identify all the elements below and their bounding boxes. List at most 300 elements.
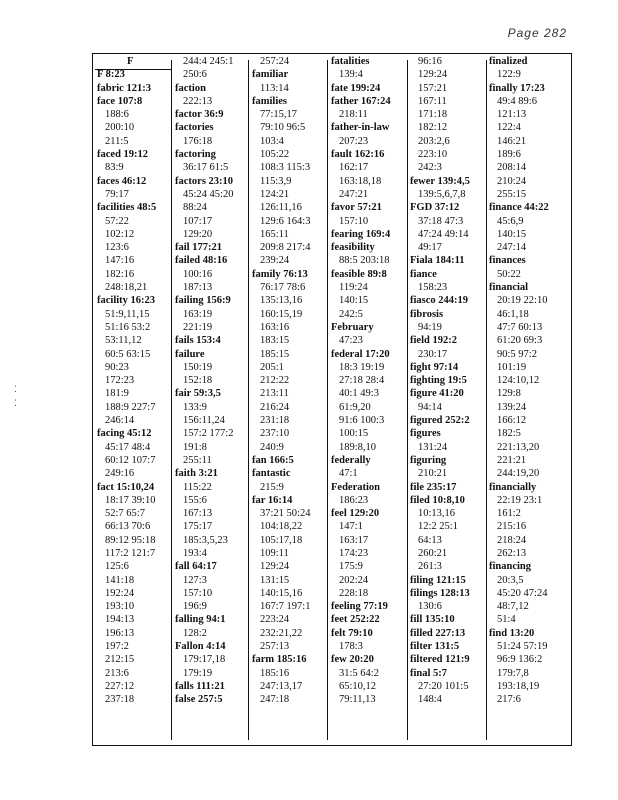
page-reference: 246:14 xyxy=(105,415,135,427)
page-reference: 91:6 100:3 xyxy=(339,415,385,427)
page-reference: 94:14 xyxy=(418,401,442,413)
page-reference: 185:16 xyxy=(260,667,290,679)
index-term: feeling 77:19 xyxy=(331,601,388,613)
index-term: felt 79:10 xyxy=(331,627,373,639)
page-reference: 212:15 xyxy=(105,654,135,666)
page-reference: 64:13 xyxy=(418,534,442,546)
page-reference: 223:24 xyxy=(260,614,290,626)
index-column-1 xyxy=(97,55,169,736)
page-reference: 115:22 xyxy=(183,481,212,493)
index-term: fewer 139:4,5 xyxy=(410,175,470,187)
page-reference: 217:6 xyxy=(497,694,521,706)
page-reference: 101:19 xyxy=(497,361,527,373)
page-reference: 232:21,22 xyxy=(260,627,303,639)
page-reference: 47:24 49:14 xyxy=(418,228,469,240)
scan-speck: ⁚ xyxy=(14,384,17,394)
page-reference: 140:15 xyxy=(339,295,369,307)
page-reference: 51:4 xyxy=(497,614,516,626)
page-reference: 244:19,20 xyxy=(497,468,540,480)
index-term: fill 135:10 xyxy=(410,614,455,626)
index-term: familiar xyxy=(252,69,289,81)
page-reference: 196:13 xyxy=(105,627,135,639)
page-reference: 240:9 xyxy=(260,441,284,453)
page-reference: 48:7,12 xyxy=(497,601,529,613)
page-reference: 178:3 xyxy=(339,641,363,653)
page-reference: 146:21 xyxy=(497,135,527,147)
index-term: farm 185:16 xyxy=(252,654,307,666)
page-reference: 119:24 xyxy=(339,282,368,294)
page-reference: 250:6 xyxy=(183,69,207,81)
index-term: finalized xyxy=(489,56,528,67)
page-reference: 188:9 227:7 xyxy=(105,401,156,413)
page-reference: 45:6,9 xyxy=(497,215,524,227)
index-term: fail 177:21 xyxy=(175,242,222,254)
page-reference: 12:2 25:1 xyxy=(418,521,458,533)
index-term: fall 64:17 xyxy=(175,561,217,573)
page-reference: 129:8 xyxy=(497,388,521,400)
index-term: factoring xyxy=(175,149,216,161)
page-reference: 157:21 xyxy=(418,82,448,94)
page-reference: 129:6 164:3 xyxy=(260,215,311,227)
page-reference: 88:24 xyxy=(183,202,207,214)
page-reference: 46:1,18 xyxy=(497,308,529,320)
index-term: facing 45:12 xyxy=(97,428,152,440)
page-reference: 10:13,16 xyxy=(418,508,456,520)
index-term: fails 153:4 xyxy=(175,335,221,347)
page-reference: 37:18 47:3 xyxy=(418,215,464,227)
page-reference: 202:24 xyxy=(339,574,369,586)
page-reference: 200:10 xyxy=(105,122,135,134)
page-reference: 211:5 xyxy=(105,135,129,147)
page-reference: 189:8,10 xyxy=(339,441,377,453)
index-term: financing xyxy=(489,561,532,573)
page-reference: 105:17,18 xyxy=(260,534,303,546)
page-reference: 186:23 xyxy=(339,494,369,506)
column-divider xyxy=(486,60,487,740)
index-term: federal 17:20 xyxy=(331,348,390,360)
page-reference: 125:6 xyxy=(105,561,129,573)
page-reference: 194:13 xyxy=(105,614,135,626)
page-reference: 88:5 203:18 xyxy=(339,255,390,267)
page-reference: 172:23 xyxy=(105,375,135,387)
page-reference: 216:24 xyxy=(260,401,290,413)
page-reference: 223:10 xyxy=(418,149,448,161)
page-reference: 65:10,12 xyxy=(339,680,377,692)
page-reference: 247:14 xyxy=(497,242,527,254)
index-term: final 5:7 xyxy=(410,667,448,679)
page-reference: 77:15,17 xyxy=(260,109,298,121)
page-reference: 129:24 xyxy=(418,69,448,81)
page-reference: 158:23 xyxy=(418,282,448,294)
page-reference: 45:24 45:20 xyxy=(183,188,234,200)
page-reference: 203:2,6 xyxy=(418,135,450,147)
index-term: faces 46:12 xyxy=(97,175,147,187)
index-term: families xyxy=(252,95,287,107)
page-reference: 255:11 xyxy=(183,454,212,466)
page-reference: 51:9,11,15 xyxy=(105,308,150,320)
page-reference: 179:19 xyxy=(183,667,213,679)
page-reference: 247:18 xyxy=(260,694,290,706)
page-reference: 218:24 xyxy=(497,534,527,546)
page-reference: 167:13 xyxy=(183,508,213,520)
index-term: favor 57:21 xyxy=(331,202,382,214)
page-reference: 103:4 xyxy=(260,135,284,147)
page-reference: 40:1 49:3 xyxy=(339,388,379,400)
index-term: facilities 48:5 xyxy=(97,202,157,214)
page-reference: 182:5 xyxy=(497,428,521,440)
page-reference: 192:24 xyxy=(105,587,135,599)
page-reference: 152:18 xyxy=(183,375,213,387)
index-term: father-in-law xyxy=(331,122,390,134)
page-reference: 100:15 xyxy=(339,428,369,440)
index-term: fiance xyxy=(410,268,437,280)
page-reference: 163:17 xyxy=(339,534,369,546)
page-reference: 193:4 xyxy=(183,547,207,559)
index-term: falling 94:1 xyxy=(175,614,226,626)
index-term: filing 121:15 xyxy=(410,574,466,586)
page-reference: 122:4 xyxy=(497,122,521,134)
page-reference: 242:5 xyxy=(339,308,363,320)
index-term: finance 44:22 xyxy=(489,202,549,214)
page-reference: 165:11 xyxy=(260,228,289,240)
index-term: F 8:23 xyxy=(97,69,125,81)
page-reference: 130:6 xyxy=(418,601,442,613)
index-term: Fiala 184:11 xyxy=(410,255,465,267)
index-term: far 16:14 xyxy=(252,494,293,506)
scan-speck: ⁚ xyxy=(14,398,17,408)
column-divider xyxy=(171,60,172,740)
page-reference: 222:13 xyxy=(183,95,213,107)
page-reference: 247:13,17 xyxy=(260,680,303,692)
index-term: fatalities xyxy=(331,56,370,67)
page-reference: 129:24 xyxy=(260,561,290,573)
index-column-5 xyxy=(410,55,485,736)
page-reference: 191:8 xyxy=(183,441,207,453)
page-reference: 260:21 xyxy=(418,547,448,559)
page-reference: 210:24 xyxy=(497,175,527,187)
index-term: field 192:2 xyxy=(410,335,457,347)
page-reference: 163:16 xyxy=(260,321,290,333)
page-reference: 133:9 xyxy=(183,401,207,413)
page-reference: 257:24 xyxy=(260,56,290,67)
page-reference: 37:21 50:24 xyxy=(260,508,311,520)
page-reference: 163:18,18 xyxy=(339,175,382,187)
page-reference: 185:15 xyxy=(260,348,290,360)
page-reference: 61:20 69:3 xyxy=(497,335,543,347)
page-reference: 237:10 xyxy=(260,428,290,440)
index-term: figuring xyxy=(410,454,447,466)
page-reference: 196:9 xyxy=(183,601,207,613)
page-reference: 244:4 245:1 xyxy=(183,56,234,67)
page-reference: 193:18,19 xyxy=(497,680,540,692)
page-reference: 79:11,13 xyxy=(339,694,376,706)
page-reference: 66:13 70:6 xyxy=(105,521,151,533)
column-divider xyxy=(407,60,408,740)
page-reference: 47:7 60:13 xyxy=(497,321,543,333)
page-number: Page 282 xyxy=(507,26,567,40)
page-reference: 124:10,12 xyxy=(497,375,540,387)
page-reference: 176:18 xyxy=(183,135,213,147)
index-term: failure xyxy=(175,348,205,360)
page-reference: 213:11 xyxy=(260,388,289,400)
page-reference: 160:15,19 xyxy=(260,308,303,320)
index-term: fate 199:24 xyxy=(331,82,381,94)
page-reference: 57:22 xyxy=(105,215,129,227)
page-reference: 237:18 xyxy=(105,694,135,706)
page-reference: 187:13 xyxy=(183,282,213,294)
index-term: FGD 37:12 xyxy=(410,202,460,214)
page-reference: 107:17 xyxy=(183,215,213,227)
page-reference: 179:7,8 xyxy=(497,667,529,679)
index-term: Federation xyxy=(331,481,380,493)
index-term: faced 19:12 xyxy=(97,149,149,161)
page-reference: 228:18 xyxy=(339,587,369,599)
page-reference: 102:12 xyxy=(105,228,135,240)
page-reference: 171:18 xyxy=(418,109,448,121)
page-reference: 148:4 xyxy=(418,694,442,706)
index-term: filings 128:13 xyxy=(410,587,470,599)
index-term: falls 111:21 xyxy=(175,680,225,692)
page-reference: 155:6 xyxy=(183,494,207,506)
page-reference: 188:6 xyxy=(105,109,129,121)
page-reference: 96:16 xyxy=(418,56,442,67)
page-reference: 230:17 xyxy=(418,348,448,360)
page-reference: 221:19 xyxy=(183,321,213,333)
index-term: federally xyxy=(331,454,371,466)
page-reference: 109:11 xyxy=(260,547,289,559)
page-reference: 129:20 xyxy=(183,228,213,240)
page-reference: 140:15,16 xyxy=(260,587,303,599)
page-reference: 261:3 xyxy=(418,561,442,573)
page-reference: 156:11,24 xyxy=(183,415,225,427)
index-term: find 13:20 xyxy=(489,627,535,639)
page-reference: 147:16 xyxy=(105,255,135,267)
column-divider xyxy=(327,60,328,740)
index-term: figure 41:20 xyxy=(410,388,464,400)
page-reference: 175:17 xyxy=(183,521,213,533)
page-reference: 31:5 64:2 xyxy=(339,667,379,679)
index-term: fantastic xyxy=(252,468,291,480)
page-reference: 53:11,12 xyxy=(105,335,142,347)
index-column-3 xyxy=(252,55,326,736)
page-reference: 90:5 97:2 xyxy=(497,348,537,360)
page-reference: 18:17 39:10 xyxy=(105,494,156,506)
index-term: financially xyxy=(489,481,537,493)
index-term: feel 129:20 xyxy=(331,508,380,520)
page-reference: 51:16 53:2 xyxy=(105,321,151,333)
page-reference: 193:10 xyxy=(105,601,135,613)
index-term: filled 227:13 xyxy=(410,627,466,639)
page-reference: 83:9 xyxy=(105,162,124,174)
page-reference: 124:21 xyxy=(260,188,290,200)
page-reference: 131:15 xyxy=(260,574,290,586)
page-reference: 139:24 xyxy=(497,401,527,413)
page-reference: 108:3 115:3 xyxy=(260,162,311,174)
page-reference: 20:3,5 xyxy=(497,574,524,586)
page-reference: 197:2 xyxy=(105,641,129,653)
page-reference: 239:24 xyxy=(260,255,290,267)
page-reference: 79:10 96:5 xyxy=(260,122,306,134)
index-term: feasible 89:8 xyxy=(331,268,387,280)
index-term: factor 36:9 xyxy=(175,109,224,121)
page-reference: 126:11,16 xyxy=(260,202,302,214)
page-reference: 51:24 57:19 xyxy=(497,641,548,653)
index-term: financial xyxy=(489,282,529,294)
page-reference: 162:17 xyxy=(339,162,369,174)
page-reference: 147:1 xyxy=(339,521,363,533)
page-reference: 167:11 xyxy=(418,95,447,107)
page-reference: 167:7 197:1 xyxy=(260,601,311,613)
page-reference: 104:18,22 xyxy=(260,521,303,533)
page-reference: 157:10 xyxy=(183,587,213,599)
page-reference: 249:16 xyxy=(105,468,135,480)
index-term: father 167:24 xyxy=(331,95,391,107)
page-reference: 127:3 xyxy=(183,574,207,586)
index-column-2 xyxy=(175,55,247,736)
page-reference: 182:12 xyxy=(418,122,448,134)
index-term: fight 97:14 xyxy=(410,361,459,373)
page-reference: 122:9 xyxy=(497,69,521,81)
index-term: finally 17:23 xyxy=(489,82,545,94)
page-reference: 221:21 xyxy=(497,454,527,466)
page-reference: 163:19 xyxy=(183,308,213,320)
page-reference: 49:4 89:6 xyxy=(497,95,537,107)
page-reference: 79:17 xyxy=(105,188,129,200)
index-term: faction xyxy=(175,82,206,94)
page-reference: 115:3,9 xyxy=(260,175,292,187)
index-term: fiasco 244:19 xyxy=(410,295,469,307)
page-reference: 150:19 xyxy=(183,361,213,373)
page-reference: 255:15 xyxy=(497,188,527,200)
index-term: filter 131:5 xyxy=(410,641,460,653)
page-reference: 139:4 xyxy=(339,69,363,81)
index-term: fibrosis xyxy=(410,308,444,320)
index-term: few 20:20 xyxy=(331,654,374,666)
page-reference: 189:6 xyxy=(497,149,521,161)
page-reference: 174:23 xyxy=(339,547,369,559)
index-term: fault 162:16 xyxy=(331,149,385,161)
page-reference: 218:11 xyxy=(339,109,368,121)
page-reference: 89:12 95:18 xyxy=(105,534,156,546)
page-reference: 27:18 28:4 xyxy=(339,375,385,387)
page-reference: 45:17 48:4 xyxy=(105,441,151,453)
page-reference: 175:9 xyxy=(339,561,363,573)
index-term: face 107:8 xyxy=(97,95,143,107)
page-reference: 185:3,5,23 xyxy=(183,534,228,546)
page-reference: 22:19 23:1 xyxy=(497,494,543,506)
page-reference: 166:12 xyxy=(497,415,527,427)
page-reference: 45:20 47:24 xyxy=(497,587,548,599)
page-reference: 207:23 xyxy=(339,135,369,147)
page-reference: 131:24 xyxy=(418,441,448,453)
page-reference: 179:17,18 xyxy=(183,654,226,666)
index-term: family 76:13 xyxy=(252,268,308,280)
index-term: fan 166:5 xyxy=(252,454,294,466)
page-reference: 215:16 xyxy=(497,521,527,533)
index-term: filtered 121:9 xyxy=(410,654,470,666)
page-reference: 61:9,20 xyxy=(339,401,371,413)
page-reference: 20:19 22:10 xyxy=(497,295,548,307)
index-term: factories xyxy=(175,122,214,134)
index-term: faith 3:21 xyxy=(175,468,218,480)
index-term: feasibility xyxy=(331,242,375,254)
page-reference: 60:12 107:7 xyxy=(105,454,156,466)
index-term: facility 16:23 xyxy=(97,295,156,307)
page-reference: 161:2 xyxy=(497,508,521,520)
page-reference: 121:13 xyxy=(497,109,527,121)
page-reference: 96:9 136:2 xyxy=(497,654,543,666)
page-reference: 213:6 xyxy=(105,667,129,679)
page-reference: 113:14 xyxy=(260,82,289,94)
page-reference: 182:16 xyxy=(105,268,135,280)
page-reference: 231:18 xyxy=(260,415,290,427)
page-reference: 123:6 xyxy=(105,242,129,254)
index-column-6 xyxy=(489,55,567,736)
page-reference: 215:9 xyxy=(260,481,284,493)
page-reference: 76:17 78:6 xyxy=(260,282,306,294)
page-reference: 36:17 61:5 xyxy=(183,162,229,174)
page-reference: 135:13,16 xyxy=(260,295,303,307)
page-reference: 257:13 xyxy=(260,641,290,653)
page-reference: 128:2 xyxy=(183,627,207,639)
index-column-4 xyxy=(331,55,406,736)
index-term: Fallon 4:14 xyxy=(175,641,226,653)
page-reference: 181:9 xyxy=(105,388,129,400)
index-term: fair 59:3,5 xyxy=(175,388,221,400)
index-term: fighting 19:5 xyxy=(410,375,467,387)
page-reference: 52:7 65:7 xyxy=(105,508,145,520)
page-reference: 248:18,21 xyxy=(105,282,148,294)
page-reference: 49:17 xyxy=(418,242,442,254)
page-reference: 141:18 xyxy=(105,574,135,586)
page-reference: 221:13,20 xyxy=(497,441,540,453)
index-term: fearing 169:4 xyxy=(331,228,391,240)
page-reference: 100:16 xyxy=(183,268,213,280)
index-term: February xyxy=(331,321,374,333)
page-reference: 208:14 xyxy=(497,162,527,174)
page-reference: 140:15 xyxy=(497,228,527,240)
page-reference: 210:21 xyxy=(418,468,448,480)
page-reference: 205:1 xyxy=(260,361,284,373)
page-reference: 18:3 19:19 xyxy=(339,361,385,373)
index-term: finances xyxy=(489,255,526,267)
page-reference: 27:20 101:5 xyxy=(418,680,469,692)
page-reference: 139:5,6,7,8 xyxy=(418,188,466,200)
page-reference: 50:22 xyxy=(497,268,521,280)
page-reference: 262:13 xyxy=(497,547,527,559)
page-reference: 105:22 xyxy=(260,149,290,161)
letter-heading: F xyxy=(127,56,134,67)
page-reference: 157:10 xyxy=(339,215,369,227)
column-divider xyxy=(248,60,249,740)
index-term: factors 23:10 xyxy=(175,175,234,187)
index-term: false 257:5 xyxy=(175,694,223,706)
page-reference: 47:23 xyxy=(339,335,363,347)
index-term: figured 252:2 xyxy=(410,415,470,427)
page-reference: 60:5 63:15 xyxy=(105,348,151,360)
index-term: fabric 121:3 xyxy=(97,82,151,94)
index-term: figures xyxy=(410,428,441,440)
page-reference: 157:2 177:2 xyxy=(183,428,234,440)
page-reference: 227:12 xyxy=(105,680,135,692)
page-reference: 212:22 xyxy=(260,375,290,387)
index-term: failed 48:16 xyxy=(175,255,228,267)
page-reference: 94:19 xyxy=(418,321,442,333)
index-term: feet 252:22 xyxy=(331,614,380,626)
index-term: fact 15:10,24 xyxy=(97,481,155,493)
page-reference: 90:23 xyxy=(105,361,129,373)
page-reference: 47:1 xyxy=(339,468,358,480)
